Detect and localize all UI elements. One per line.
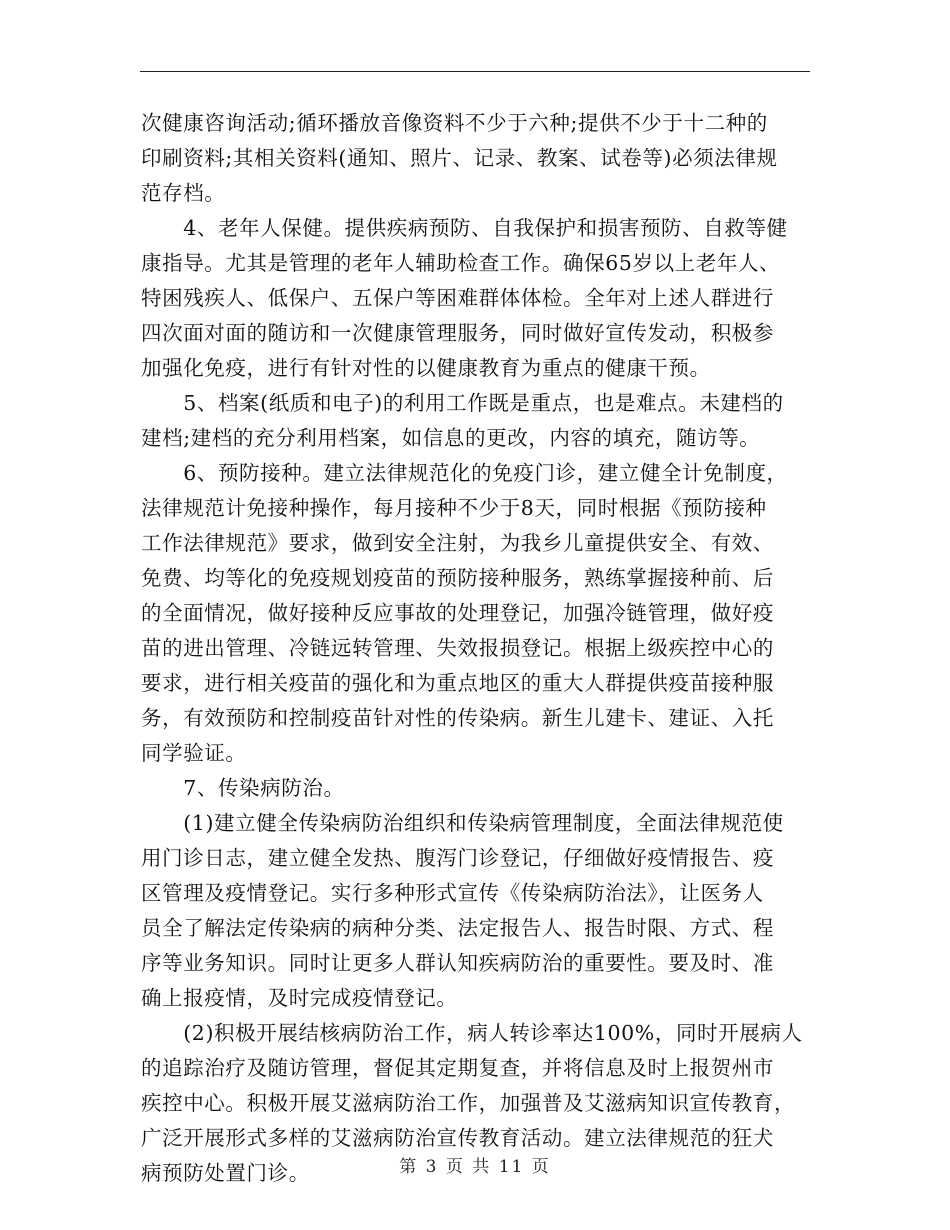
text-line: 加强化免疫，进行有针对性的以健康教育为重点的健康干预。 — [141, 356, 711, 380]
text-line: (1)建立健全传染病防治组织和传染病管理制度，全面法律规范使 — [141, 811, 784, 835]
text-line: 用门诊日志，建立健全发热、腹泻门诊登记，仔细做好疫情报告、疫 — [141, 846, 774, 870]
text-line: 范存档。 — [141, 181, 226, 205]
text-line: 工作法律规范》要求，做到安全注射，为我乡儿童提供安全、有效、 — [141, 531, 774, 555]
text-line: 5、档案(纸质和电子)的利用工作既是重点，也是难点。未建档的 — [141, 391, 784, 415]
text-line: 印刷资料;其相关资料(通知、照片、记录、教案、试卷等)必须法律规 — [141, 146, 778, 170]
text-line: 的追踪治疗及随访管理，督促其定期复查，并将信息及时上报贺州市 — [141, 1056, 774, 1080]
text-line: 法律规范计免接种操作，每月接种不少于8天，同时根据《预防接种 — [141, 496, 767, 520]
text-line: 免费、均等化的免疫规划疫苗的预防接种服务，熟练掌握接种前、后 — [141, 566, 774, 590]
text-line: 序等业务知识。同时让更多人群认知疾病防治的重要性。要及时、准 — [141, 951, 774, 975]
text-line: 苗的进出管理、冷链远转管理、失效报损登记。根据上级疾控中心的 — [141, 636, 774, 660]
text-line: 要求，进行相关疫苗的强化和为重点地区的重大人群提供疫苗接种服 — [141, 671, 774, 695]
page-number-footer: 第 3 页 共 11 页 — [399, 1157, 551, 1177]
text-line: 同学验证。 — [141, 741, 247, 765]
text-line: 四次面对面的随访和一次健康管理服务，同时做好宣传发动，积极参 — [141, 321, 774, 345]
text-line: 建档;建档的充分利用档案，如信息的更改，内容的填充，随访等。 — [141, 426, 761, 450]
text-line: 确上报疫情，及时完成疫情登记。 — [141, 986, 458, 1010]
text-line: 员全了解法定传染病的病种分类、法定报告人、报告时限、方式、程 — [141, 916, 774, 940]
text-line: 7、传染病防治。 — [141, 776, 345, 800]
text-line: 务，有效预防和控制疫苗针对性的传染病。新生儿建卡、建证、入托 — [141, 706, 774, 730]
document-body — [141, 106, 811, 1191]
text-line: 广泛开展形式多样的艾滋病防治宣传教育活动。建立法律规范的狂犬 — [141, 1126, 774, 1150]
header-rule — [140, 71, 810, 72]
text-line: 次健康咨询活动;循环播放音像资料不少于六种;提供不少于十二种的 — [141, 111, 768, 135]
text-line: 的全面情况，做好接种反应事故的处理登记，加强冷链管理，做好疫 — [141, 601, 774, 625]
text-line: 区管理及疫情登记。实行多种形式宣传《传染病防治法》，让医务人 — [141, 881, 764, 905]
text-line: (2)积极开展结核病防治工作，病人转诊率达100%，同时开展病人 — [141, 1021, 803, 1045]
text-line: 特困残疾人、低保户、五保户等困难群体体检。全年对上述人群进行 — [141, 286, 774, 310]
text-line: 康指导。尤其是管理的老年人辅助检查工作。确保65岁以上老年人、 — [141, 251, 781, 275]
text-line: 病预防处置门诊。 — [141, 1161, 310, 1185]
text-line: 6、预防接种。建立法律规范化的免疫门诊，建立健全计免制度， — [141, 461, 788, 485]
text-line: 疾控中心。积极开展艾滋病防治工作，加强普及艾滋病知识宣传教育， — [141, 1091, 796, 1115]
text-line: 4、老年人保健。提供疾病预防、自我保护和损害预防、自救等健 — [141, 216, 788, 240]
